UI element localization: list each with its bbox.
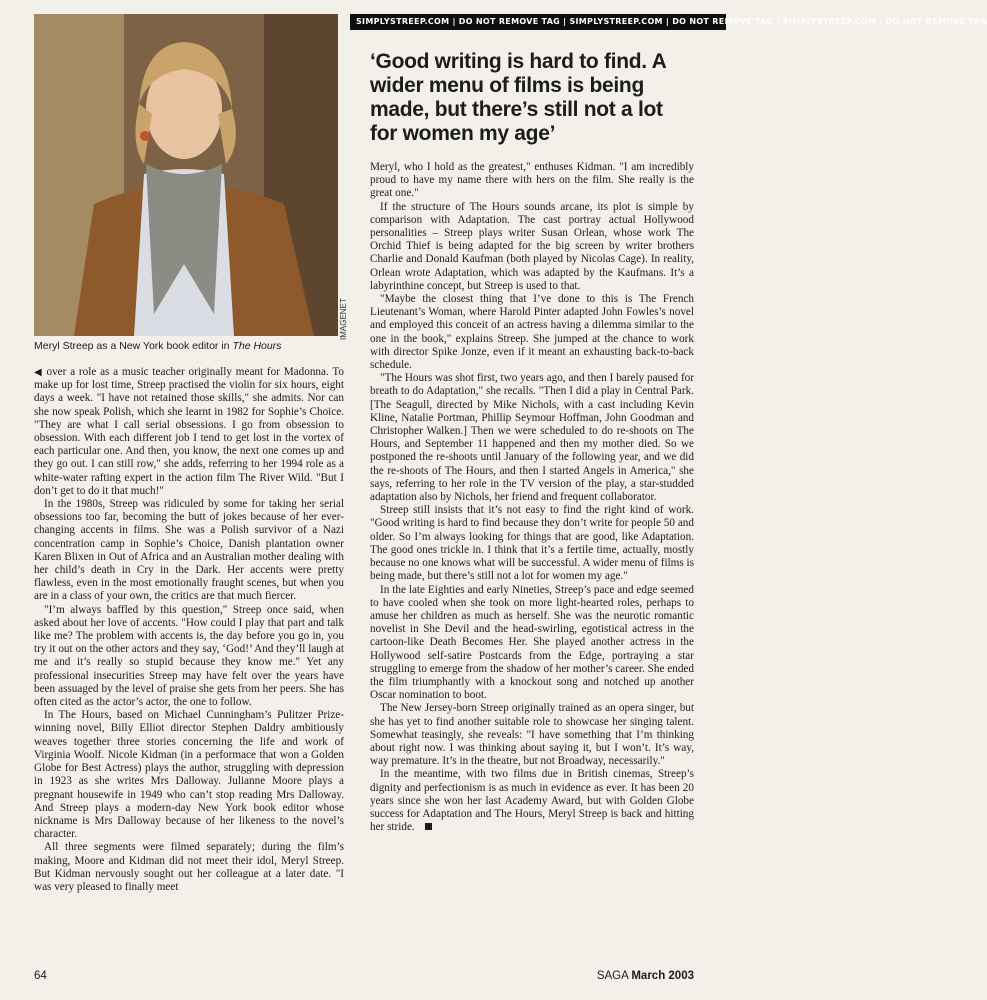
body-paragraph: "Maybe the closest thing that I’ve done to this is The French Lieutenant’s Woman, where Harold Pinter adapted John Fowles’s novel and employed this conceit of an actress having a dilemma similar to the one in the book," explains Streep. She jumped at the chance to work with director Spike Jonze, even if it meant an exhausting back-to-back schedule. xyxy=(370,293,694,372)
portrait-illustration xyxy=(34,14,338,336)
body-paragraph: The New Jersey-born Streep originally trained as an opera singer, but she has yet to find another suitable role to showcase her singing talent. Somewhat teasingly, she reveals: "I have something that I’m thinking about right now. I was thinking about saying it, but I won’t. It’s way, way premature. It’s in the theatre, but not Broadway, necessarily." xyxy=(370,702,694,768)
body-paragraph: In The Hours, based on Michael Cunningham’s Pulitzer Prize-winning novel, Billy Elliot director Stephen Daldry ambitiously weaves together three stories concerning the life and work of Virginia Woolf. Nicole Kidman (in a performace that won a Golden Globe for Best Actress) plays the author, struggling with depression in 1923 as she writes Mrs Dalloway. Julianne Moore plays a pregnant housewife in 1949 who can’t stop reading Mrs Dalloway. And Streep plays a modern-day New York book editor whose nickname is Mrs Dalloway because of her likeness to the novel’s character. xyxy=(34,709,344,841)
caption-text: Meryl Streep as a New York book editor in xyxy=(34,340,233,352)
body-paragraph: If the structure of The Hours sounds arcane, its plot is simple by comparison with Adaptation. The cast portray actual Hollywood personalities – Streep plays writer Susan Orlean, whose work The Orchid Thief is being adapted for the big screen by writer brothers Charlie and Donald Kaufman (both played by Nicolas Cage). In reality, Orlean wrote Adaptation, which was adapted by the Kaufmans. It’s a labyrinthine concept, but Streep is used to that. xyxy=(370,200,694,292)
body-paragraph: In the meantime, with two films due in British cinemas, Streep’s dignity and perfectionism is as much in evidence as ever. It has been 20 years since she won her last Academy Award, but with Golden Globe success for Adaptation and The Hours, Meryl Streep is back and hitting her stride. xyxy=(370,768,694,834)
body-paragraph: In the late Eighties and early Nineties, Streep’s pace and edge seemed to have cooled when she took on more light-hearted roles, perhaps to amuse her children as much as herself. She was the neurotic romantic novelist in She Devil and the head-swirling, egotistical actress in the cartoon-like Death Becomes Her. She played another actress in the Hollywood self-satire Postcards from the Edge, portraying a star struggling to emerge from the shadow of her mother’s career. She ended the film triumphantly with a knockout song and notched up another Oscar nomination to boot. xyxy=(370,583,694,702)
continued-arrow-icon: ◀ xyxy=(34,367,43,378)
article-photo xyxy=(34,14,338,336)
page-number: 64 xyxy=(34,970,47,982)
body-paragraph: In the 1980s, Streep was ridiculed by some for taking her serial obsessions too far, becoming the butt of jokes because of her ever-changing accents in films. She was a Polish survivor of a Nazi concentration camp in Sophie’s Choice, Danish plantation owner Karen Blixen in Out of Africa and an Australian mother dealing with her child’s death in Cry in the Dark. Her accents were pretty flawless, even in the most emotionally fraught scenes, but when you are in a class of your own, the critics are that much fiercer. xyxy=(34,498,344,603)
photo-caption xyxy=(34,340,344,352)
end-mark-icon xyxy=(425,823,432,830)
body-paragraph: "I’m always baffled by this question," Streep once said, when asked about her love of accents. "How could I play that part and talk like me? The problem with accents is, the day before you go in, you try it out on the other actors and they say, ‘God!’ And they’ll laugh at me and it’s really so stupid because they know me." Yet any professional insecurities Streep may have felt over the years have been assuaged by the level of praise she gets from her peers. She has often cited as the actor’s actor, the one to follow. xyxy=(34,603,344,709)
body-paragraph: Streep still insists that it’s not easy to find the right kind of work. "Good writing is hard to find because they don’t write for people 50 and older. So I’m always looking for things that are good, like Adaptation. The good ones trickle in. I think that it’s a fertile time, actually, mostly because no one knows what will be successful. A wider menu of films is being made, but there’s still not a lot for women my age." xyxy=(370,504,694,583)
left-column xyxy=(34,366,344,894)
magazine-name: SAGA xyxy=(596,970,629,982)
body-paragraph: Meryl, who I hold as the greatest," enthuses Kidman. "I am incredibly proud to have my name there with hers on the film. She really is the great one." xyxy=(370,161,694,200)
pull-quote: ‘Good writing is hard to find. A wider menu of films is being made, but there’s still not a lot for women my age’ xyxy=(370,50,666,145)
right-column xyxy=(370,161,694,834)
photo-credit: IMAGENET xyxy=(339,298,348,340)
caption-film-title: The Hours xyxy=(232,340,282,352)
body-paragraph: All three segments were filmed separately; during the film’s making, Moore and Kidman did not meet their idol, Meryl Streep. But Kidman nervously sought out her colleague at a later date. "I was very pleased to finally meet xyxy=(34,841,344,893)
watermark-banner: SIMPLYSTREEP.COM | DO NOT REMOVE TAG | SIMPLYSTREEP.COM | DO NOT REMOVE TAG | SIMPLYSTREEP.COM | DO NOT REMOVE TAG xyxy=(350,14,726,30)
body-paragraph: "The Hours was shot first, two years ago, and then I barely paused for breath to do Adaptation," she recalls. "Then I did a play in Central Park. [The Seagull, directed by Mike Nichols, with a cast including Kevin Kline, Natalie Portman, Phillip Seymour Hoffman, John Goodman and Christopher Walken.] Then we were scheduled to do re-shoots on The Hours, and September 11 happened and then my mother died. So we postponed the re-shoots until January of the following year, and we did the re-shoots of The Hours, and then I started Angels in America," she says, referring to her role in the TV version of the play, a star-studded adaptation also by Nichols, her friend and frequent collaborator. xyxy=(370,372,694,504)
magazine-folio xyxy=(597,970,694,982)
issue-date: March 2003 xyxy=(631,970,694,982)
body-paragraph: ◀ over a role as a music teacher originally meant for Madonna. To make up for lost time, Streep practised the violin for six hours, eight days a week. "I have not retained those skills," she admits. Nor can she now speak Polish, which she learnt in 1982 for Sophie’s Choice. "They are what I call serial obsessions. I go from obsession to obsession. With each different job I tend to get lost in the vortex of each particular one. And then, you know, the next one comes up and they go out. I can still row," she adds, referring to her 1994 role as a white-water rafting expert in the action film The River Wild. "But I don’t get to do it that much!" xyxy=(34,366,344,497)
